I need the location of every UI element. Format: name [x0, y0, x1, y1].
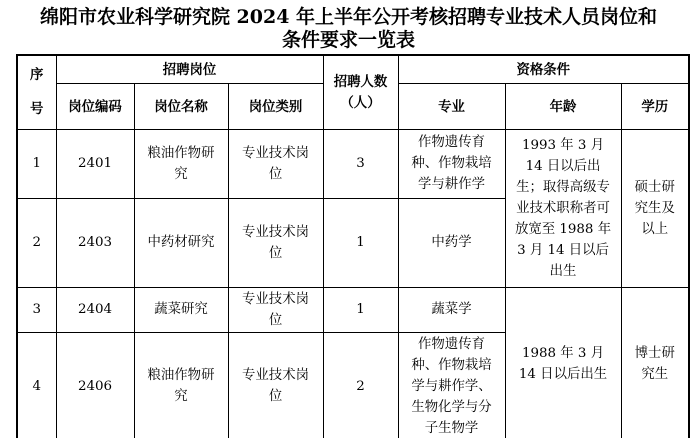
column-header-age: 年龄 — [505, 83, 621, 129]
page-title — [0, 0, 697, 52]
age-cell-rows-3-4: 1988 年 3 月 14 日以后出生 — [505, 287, 621, 438]
row4-major-cell: 作物遗传育种、作物栽培学与耕作学、生物化学与分子生物学 — [398, 332, 505, 438]
recruitment-table — [16, 54, 690, 438]
row1-type-cell: 专业技术岗位 — [228, 129, 323, 198]
row2-name-cell: 中药材研究 — [134, 198, 228, 287]
column-header-headcount: 招聘人数（人） — [323, 55, 398, 129]
row3-serial-cell: 3 — [17, 287, 56, 332]
row1-headcount-cell: 3 — [323, 129, 398, 198]
row2-headcount-cell: 1 — [323, 198, 398, 287]
column-header-serial-label: 序号 — [30, 67, 44, 117]
header-row-groups — [17, 55, 689, 83]
column-header-qualification-group: 资格条件 — [398, 55, 689, 83]
row2-serial-cell: 2 — [17, 198, 56, 287]
column-header-education: 学历 — [621, 83, 689, 129]
column-header-position-name: 岗位名称 — [134, 83, 228, 129]
row3-name-cell: 蔬菜研究 — [134, 287, 228, 332]
column-header-major: 专业 — [398, 83, 505, 129]
row4-headcount-cell: 2 — [323, 332, 398, 438]
row4-code-cell: 2406 — [56, 332, 134, 438]
row3-headcount-cell: 1 — [323, 287, 398, 332]
page-title-line-2: 条件要求一览表 — [281, 29, 415, 51]
column-header-position-type: 岗位类别 — [228, 83, 323, 129]
table-row — [17, 129, 689, 198]
row1-serial-cell: 1 — [17, 129, 56, 198]
column-header-serial — [17, 55, 56, 129]
row2-code-cell: 2403 — [56, 198, 134, 287]
row4-serial-cell: 4 — [17, 332, 56, 438]
education-cell-rows-3-4: 博士研究生 — [621, 287, 689, 438]
page-title-line-1: 绵阳市农业科学研究院 2024 年上半年公开考核招聘专业技术人员岗位和 — [39, 6, 658, 28]
row2-type-cell: 专业技术岗位 — [228, 198, 323, 287]
column-header-position-group: 招聘岗位 — [56, 55, 323, 83]
column-header-position-code: 岗位编码 — [56, 83, 134, 129]
row1-code-cell: 2401 — [56, 129, 134, 198]
education-cell-rows-1-2: 硕士研究生及以上 — [621, 129, 689, 287]
row2-major-cell: 中药学 — [398, 198, 505, 287]
row4-name-cell: 粮油作物研究 — [134, 332, 228, 438]
row1-major-cell: 作物遗传育种、作物栽培学与耕作学 — [398, 129, 505, 198]
row1-name-cell: 粮油作物研究 — [134, 129, 228, 198]
table-row — [17, 287, 689, 332]
row4-type-cell: 专业技术岗位 — [228, 332, 323, 438]
age-cell-rows-1-2: 1993 年 3 月 14 日以后出生；取得高级专业技术职称者可放宽至 1988 年 3 月 14 日以后出生 — [505, 129, 621, 287]
row3-major-cell: 蔬菜学 — [398, 287, 505, 332]
row3-type-cell: 专业技术岗位 — [228, 287, 323, 332]
row3-code-cell: 2404 — [56, 287, 134, 332]
